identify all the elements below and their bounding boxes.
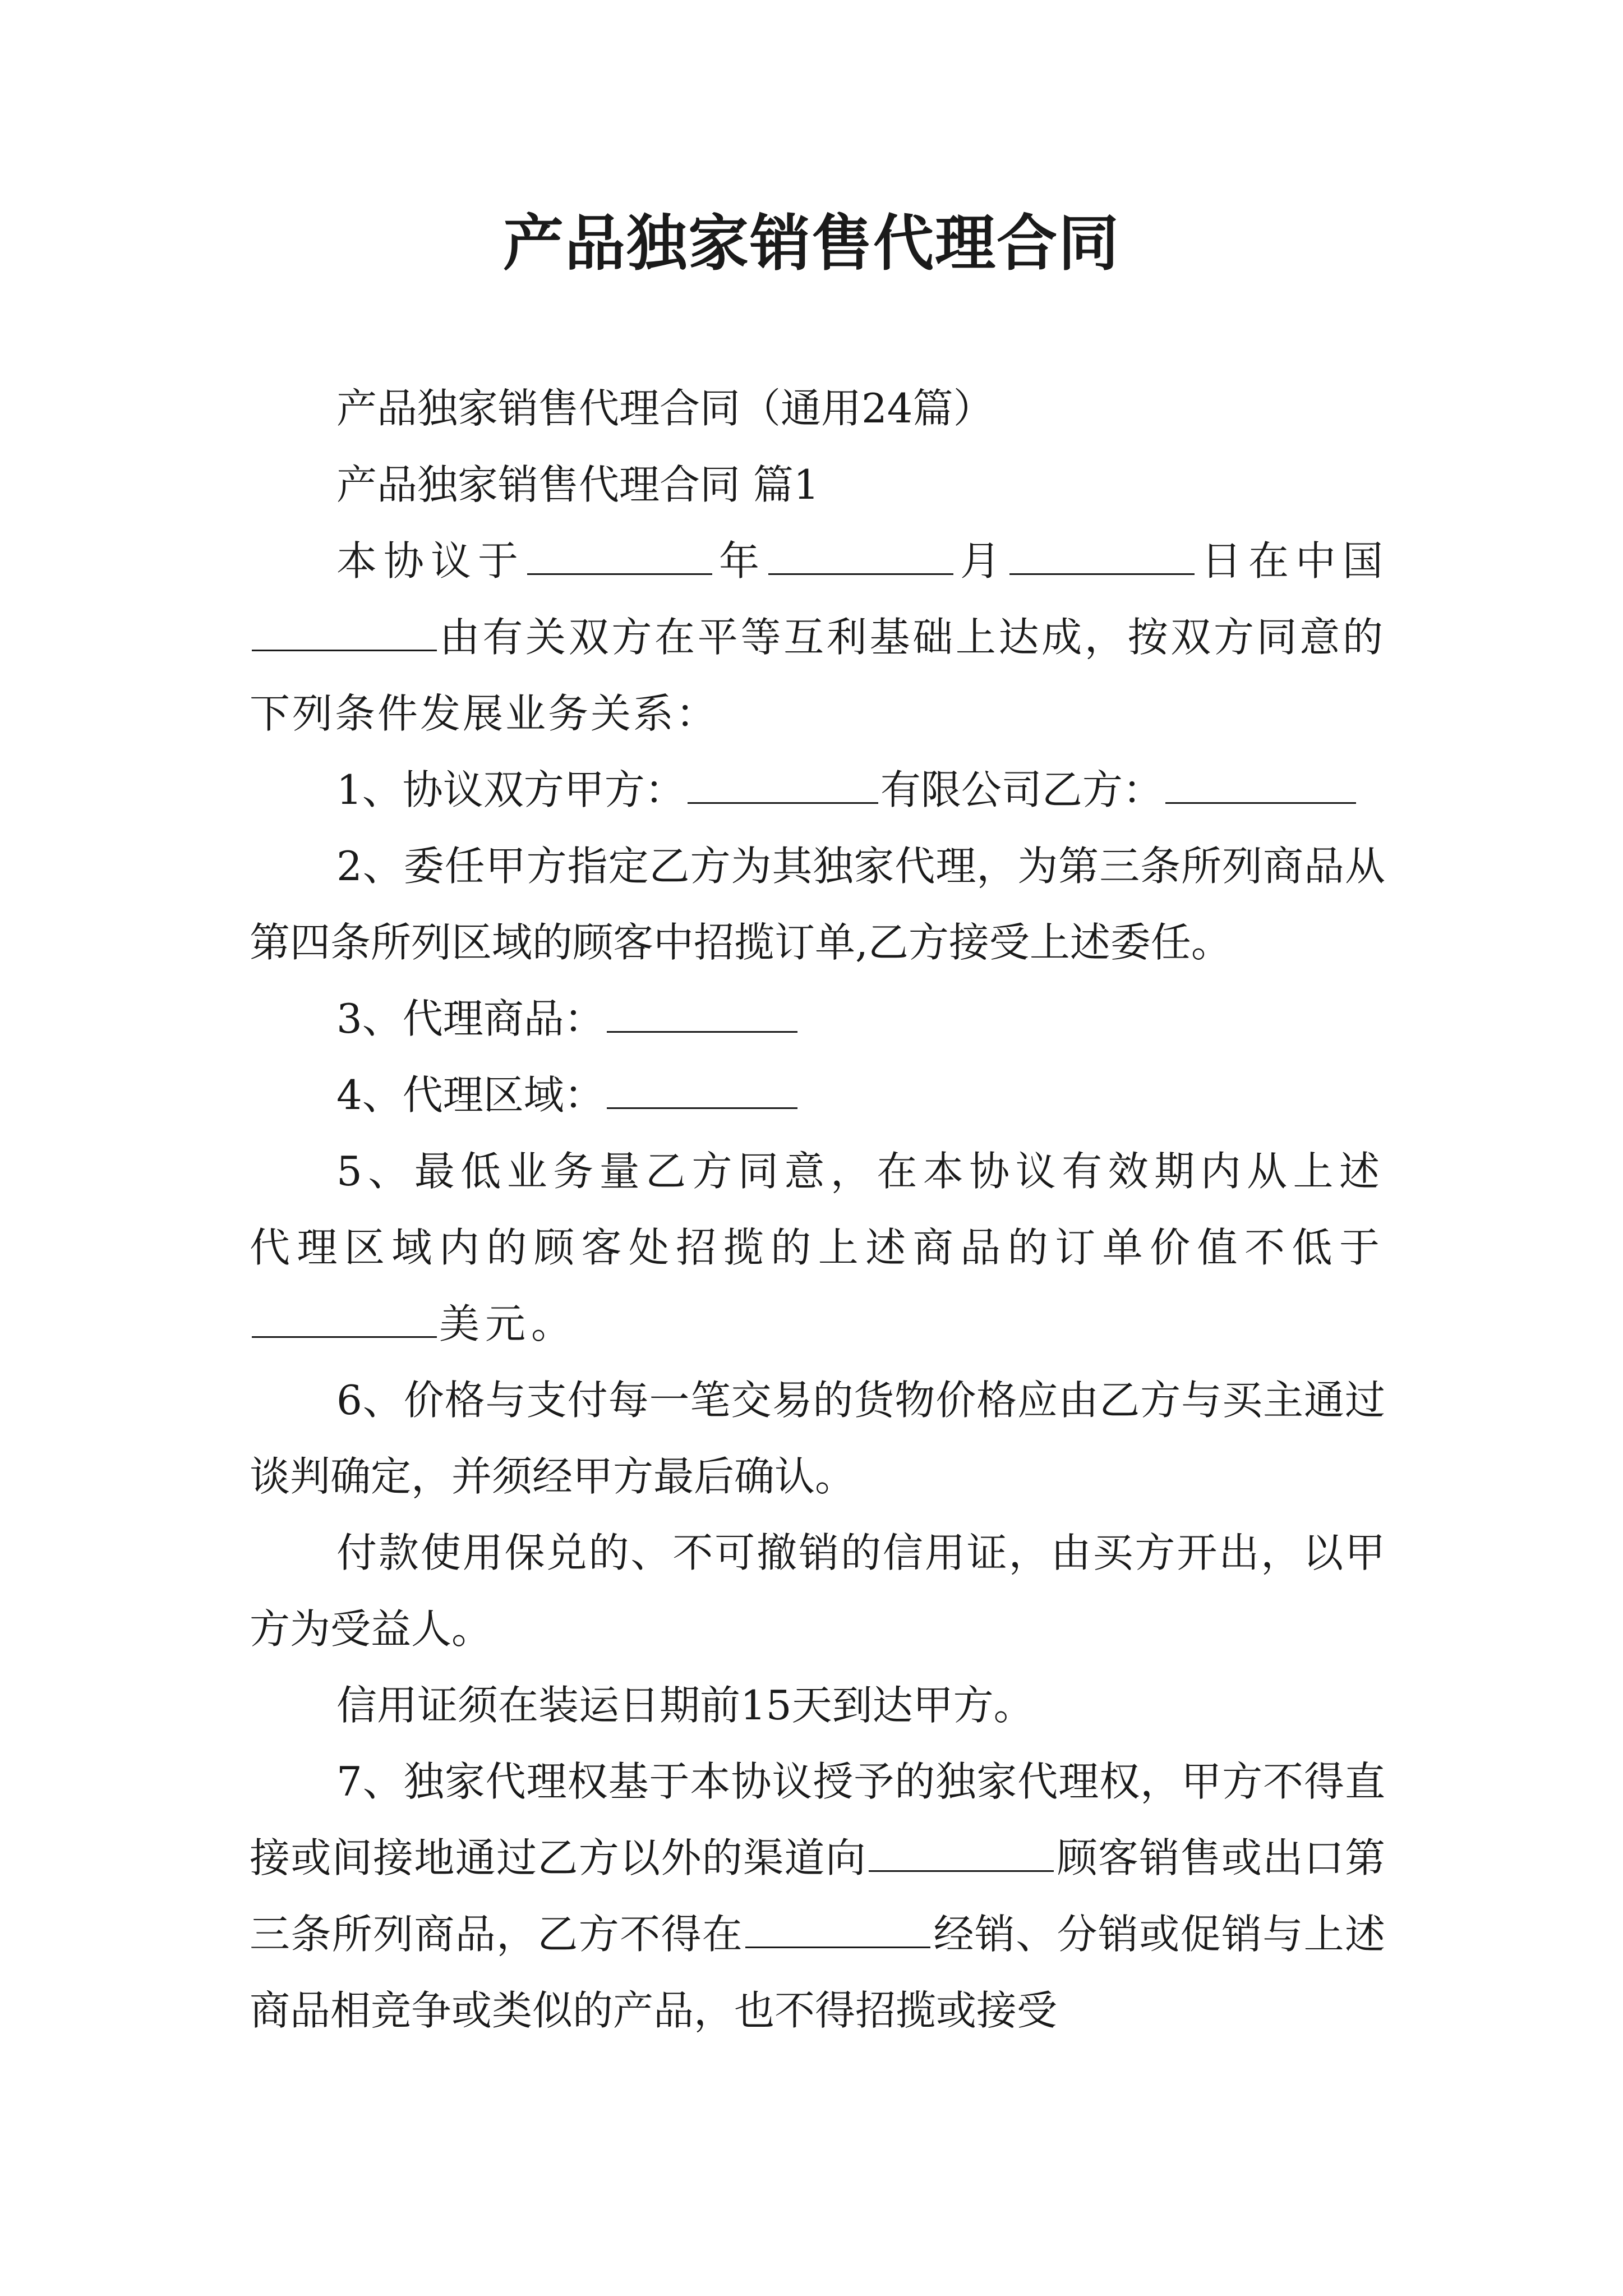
clause-3-products: 3、代理商品：	[250, 981, 1385, 1057]
document-subtitle: 产品独家销售代理合同（通用24篇）	[336, 385, 994, 432]
document-title: 产品独家销售代理合同	[502, 209, 1120, 279]
clause-7-exclusive-rights: 7、独家代理权基于本协议授予的独家代理权，甲方不得直接或间接地通过乙方以外的渠道向 顾客销售或出口第三条所列商品，乙方不得在 经销、分销或促销与上述商品相竞争或类似的产品，也不得招揽或接受	[250, 1758, 1385, 2034]
blank-region	[745, 1908, 930, 1948]
blank-party-a	[688, 764, 878, 804]
blank-month	[768, 535, 953, 575]
clause-2-appointment: 2、委任甲方指定乙方为其独家代理，为第三条所列商品从第四条所列区域的顾客中招揽订单,乙方接受上述委任。	[250, 843, 1385, 966]
intro-paragraph: 本协议于 年 月 日在中国由有关双方在平等互利基础上达成，按双方同意的下列条件发展业务关系：	[250, 523, 1385, 752]
clause-1-parties: 1、协议双方甲方： 有限公司乙方：	[250, 752, 1385, 828]
blank-year	[527, 535, 712, 575]
blank-products	[607, 993, 797, 1033]
blank-party-b	[1165, 764, 1356, 804]
document-body	[250, 370, 1385, 2049]
payment-paragraph: 付款使用保兑的、不可撤销的信用证，由买方开出，以甲方为受益人。	[250, 1529, 1385, 1653]
blank-amount	[252, 1298, 437, 1338]
clause-5-minimum-volume: 5、最低业务量乙方同意，在本协议有效期内从上述代理区域内的顾客处招揽的上述商品的订单价值不低于美元。	[250, 1148, 1385, 1347]
blank-territory	[607, 1069, 797, 1109]
clause-6-price-payment: 6、价格与支付每一笔交易的货物价格应由乙方与买主通过谈判确定，并须经甲方最后确认。	[250, 1377, 1385, 1500]
section-heading: 产品独家销售代理合同 篇1	[336, 461, 819, 508]
blank-customer-region	[869, 1832, 1054, 1872]
credit-paragraph: 信用证须在装运日期前15天到达甲方。	[336, 1682, 1034, 1729]
blank-place	[252, 611, 437, 651]
clause-4-territory: 4、代理区域：	[250, 1057, 1385, 1133]
blank-day	[1009, 535, 1195, 575]
